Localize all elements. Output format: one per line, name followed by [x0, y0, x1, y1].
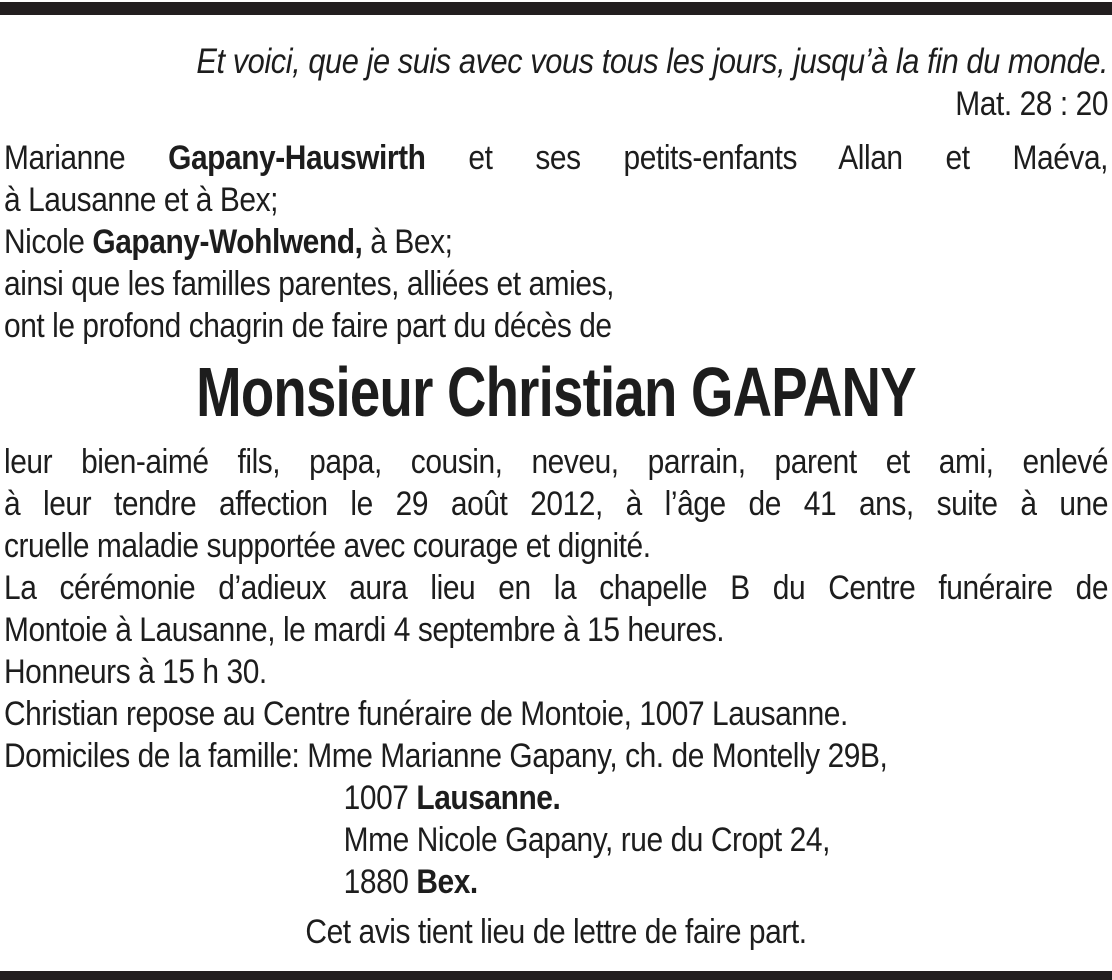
- body-line-5: Montoie à Lausanne, le mardi 4 septembre à 15 heures.: [4, 611, 725, 649]
- body-line-7: Christian repose au Centre funéraire de Montoie, 1007 Lausanne.: [4, 695, 848, 733]
- notice-body: [4, 441, 1108, 777]
- family-line-3-text: Nicole: [4, 223, 93, 261]
- address-line-1: [4, 777, 1108, 819]
- body-line-4: La cérémonie d’adieux aura lieu en la chapelle B du Centre funéraire de: [4, 569, 1109, 607]
- family-line-1: [4, 137, 1108, 179]
- bottom-border-rule: [0, 971, 1112, 980]
- closing-line: Cet avis tient lieu de lettre de faire part.: [305, 913, 807, 951]
- address-line-2: Mme Nicole Gapany, rue du Cropt 24,: [343, 821, 830, 859]
- address-3-zip: 1880: [343, 863, 417, 901]
- body-line-6: Honneurs à 15 h 30.: [4, 653, 267, 691]
- family-name-wohlwend: Gapany-Wohlwend,: [92, 223, 363, 261]
- body-line-8: Domiciles de la famille: Mme Marianne Gapany, ch. de Montelly 29B,: [4, 737, 888, 775]
- family-name-hauswirth: Gapany-Hauswirth: [168, 139, 426, 177]
- family-block: [4, 137, 1108, 347]
- body-line-1: leur bien-aimé fils, papa, cousin, neveu, parrain, parent et ami, enlevé: [4, 443, 1109, 481]
- family-line-1-rest: et ses petits-enfants Allan et Maéva,: [425, 139, 1109, 177]
- address-1-city: Lausanne.: [416, 779, 561, 817]
- deceased-name: Monsieur Christian GAPANY: [196, 353, 916, 431]
- scripture-reference: Mat. 28 : 20: [955, 85, 1109, 123]
- address-3-city: Bex.: [416, 863, 478, 901]
- address-1-zip: 1007: [343, 779, 417, 817]
- family-line-3: [4, 221, 1108, 263]
- scripture-block: [4, 41, 1108, 125]
- family-line-1-text: Marianne: [4, 139, 169, 177]
- body-line-2: à leur tendre affection le 29 août 2012, à l’âge de 41 ans, suite à une: [4, 485, 1109, 523]
- scripture-quote: Et voici, que je suis avec vous tous les jours, jusqu’à la fin du monde.: [196, 42, 1109, 81]
- top-border-rule: [0, 2, 1112, 15]
- obituary-notice: [0, 41, 1112, 953]
- address-block: [4, 777, 1108, 903]
- family-line-5: ont le profond chagrin de faire part du décès de: [4, 307, 612, 345]
- body-line-3: cruelle maladie supportée avec courage et dignité.: [4, 527, 651, 565]
- address-line-3: [4, 861, 1108, 903]
- family-line-3-rest: à Bex;: [362, 223, 453, 261]
- family-line-2: à Lausanne et à Bex;: [4, 181, 278, 219]
- family-line-4: ainsi que les familles parentes, alliées et amies,: [4, 265, 614, 303]
